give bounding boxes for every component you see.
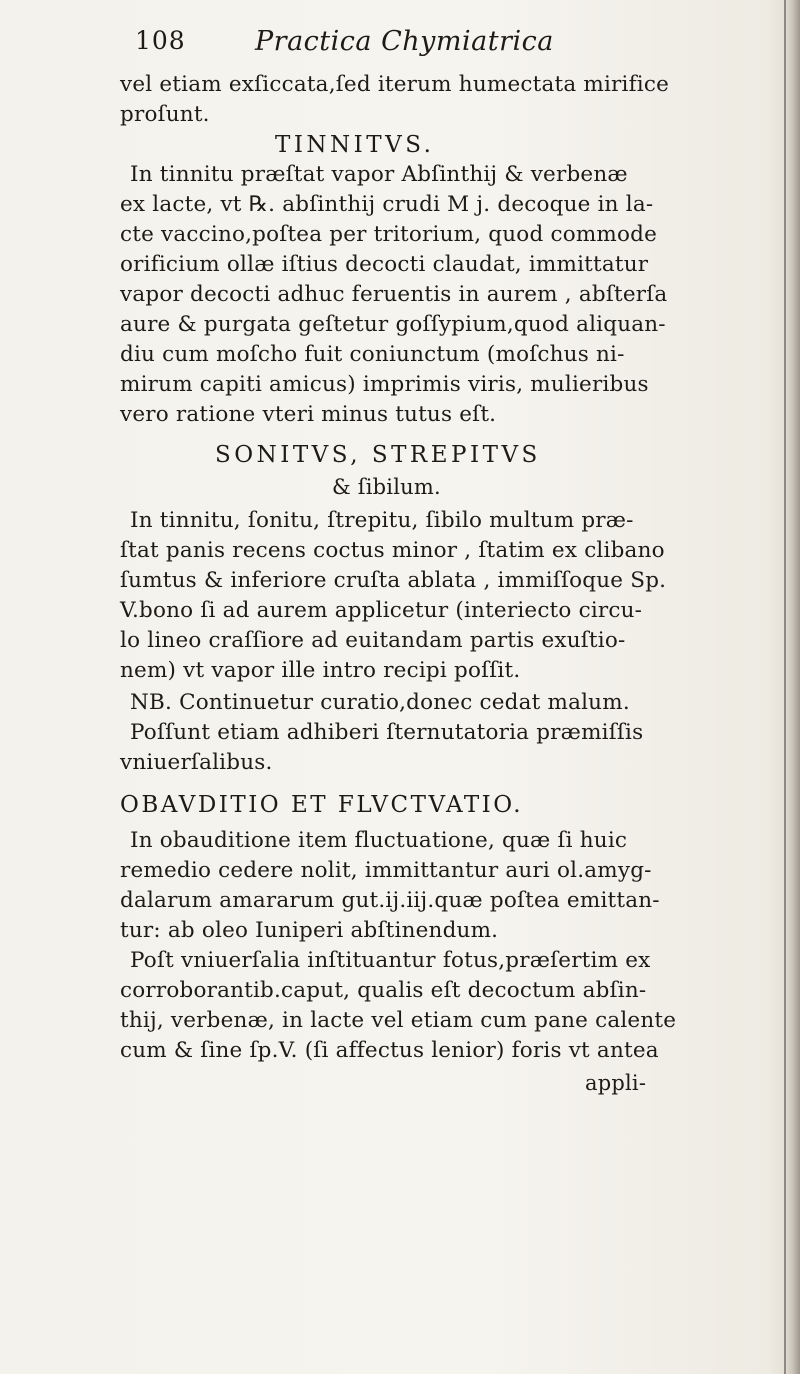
text-line: aure & purgata geſtetur goſſypium,quod aliquan-	[120, 312, 666, 337]
page-number: 108	[135, 26, 186, 55]
text-line: ex lacte, vt ℞. abſinthij crudi M j. decoque in la-	[120, 192, 654, 217]
text-line: vel etiam exſiccata,ſed iterum humectata mirifice	[120, 72, 670, 97]
text-line: In tinnitu, ſonitu, ſtrepitu, ſibilo multum præ-	[130, 508, 634, 533]
running-head: Practica Chymiatrica	[255, 26, 554, 57]
text-line: dalarum amararum gut.ij.iij.quæ poſtea emittan-	[120, 888, 660, 913]
text-line: nem) vt vapor ille intro recipi poſſit.	[120, 658, 521, 683]
text-line: lo lineo craſſiore ad euitandam partis exuſtio-	[120, 628, 626, 653]
text-line: In obauditione item fluctuatione, quæ ſi huic	[130, 828, 628, 853]
text-line: ſumtus & inferiore cruſta ablata , immiſſoque Sp.	[120, 568, 667, 593]
text-line: vniuerſalibus.	[120, 750, 273, 775]
text-line: Poſſunt etiam adhiberi ſternutatoria præmiſſis	[130, 720, 644, 745]
text-line: tur: ab oleo Iuniperi abſtinendum.	[120, 918, 499, 943]
page-header	[135, 26, 665, 76]
page-edge-shadow	[784, 0, 800, 1374]
section-heading-tinnitus: TINNITVS.	[275, 132, 435, 158]
section-heading-sonitus: SONITVS, STREPITVS	[215, 442, 541, 468]
text-line: diu cum moſcho fuit coniunctum (moſchus ni-	[120, 342, 625, 367]
text-line: mirum capiti amicus) imprimis viris, mulieribus	[120, 372, 649, 397]
text-line: thij, verbenæ, in lacte vel etiam cum pane calente	[120, 1008, 677, 1033]
text-line: ſtat panis recens coctus minor , ſtatim ex clibano	[120, 538, 665, 563]
text-line: cte vaccino,poſtea per tritorium, quod commode	[120, 222, 658, 247]
text-line: In tinnitu præſtat vapor Abſinthij & verbenæ	[130, 162, 628, 187]
text-line: Poſt vniuerſalia inſtituantur fotus,præſertim ex	[130, 948, 651, 973]
text-line: NB. Continuetur curatio,donec cedat malum.	[130, 690, 630, 715]
text-line: V.bono ſi ad aurem applicetur (interiecto circu-	[120, 598, 643, 623]
text-line: vero ratione vteri minus tutus eſt.	[120, 402, 497, 427]
text-line: corroborantib.caput, qualis eſt decoctum abſin-	[120, 978, 647, 1003]
text-line: cum & ſine ſp.V. (ſi affectus lenior) foris vt antea	[120, 1038, 659, 1063]
page-edge-line	[784, 0, 786, 1374]
text-line: orificium ollæ iſtius decocti claudat, immittatur	[120, 252, 649, 277]
text-line: vapor decocti adhuc feruentis in aurem , abſterſa	[120, 282, 668, 307]
catchword: appli-	[585, 1071, 647, 1095]
text-line: remedio cedere nolit, immittantur auri ol.amyg-	[120, 858, 652, 883]
section-subheading: & ſibilum.	[332, 475, 441, 499]
section-heading-obauditio: OBAVDITIO ET FLVCTVATIO.	[120, 792, 524, 818]
text-line: proſunt.	[120, 102, 210, 127]
